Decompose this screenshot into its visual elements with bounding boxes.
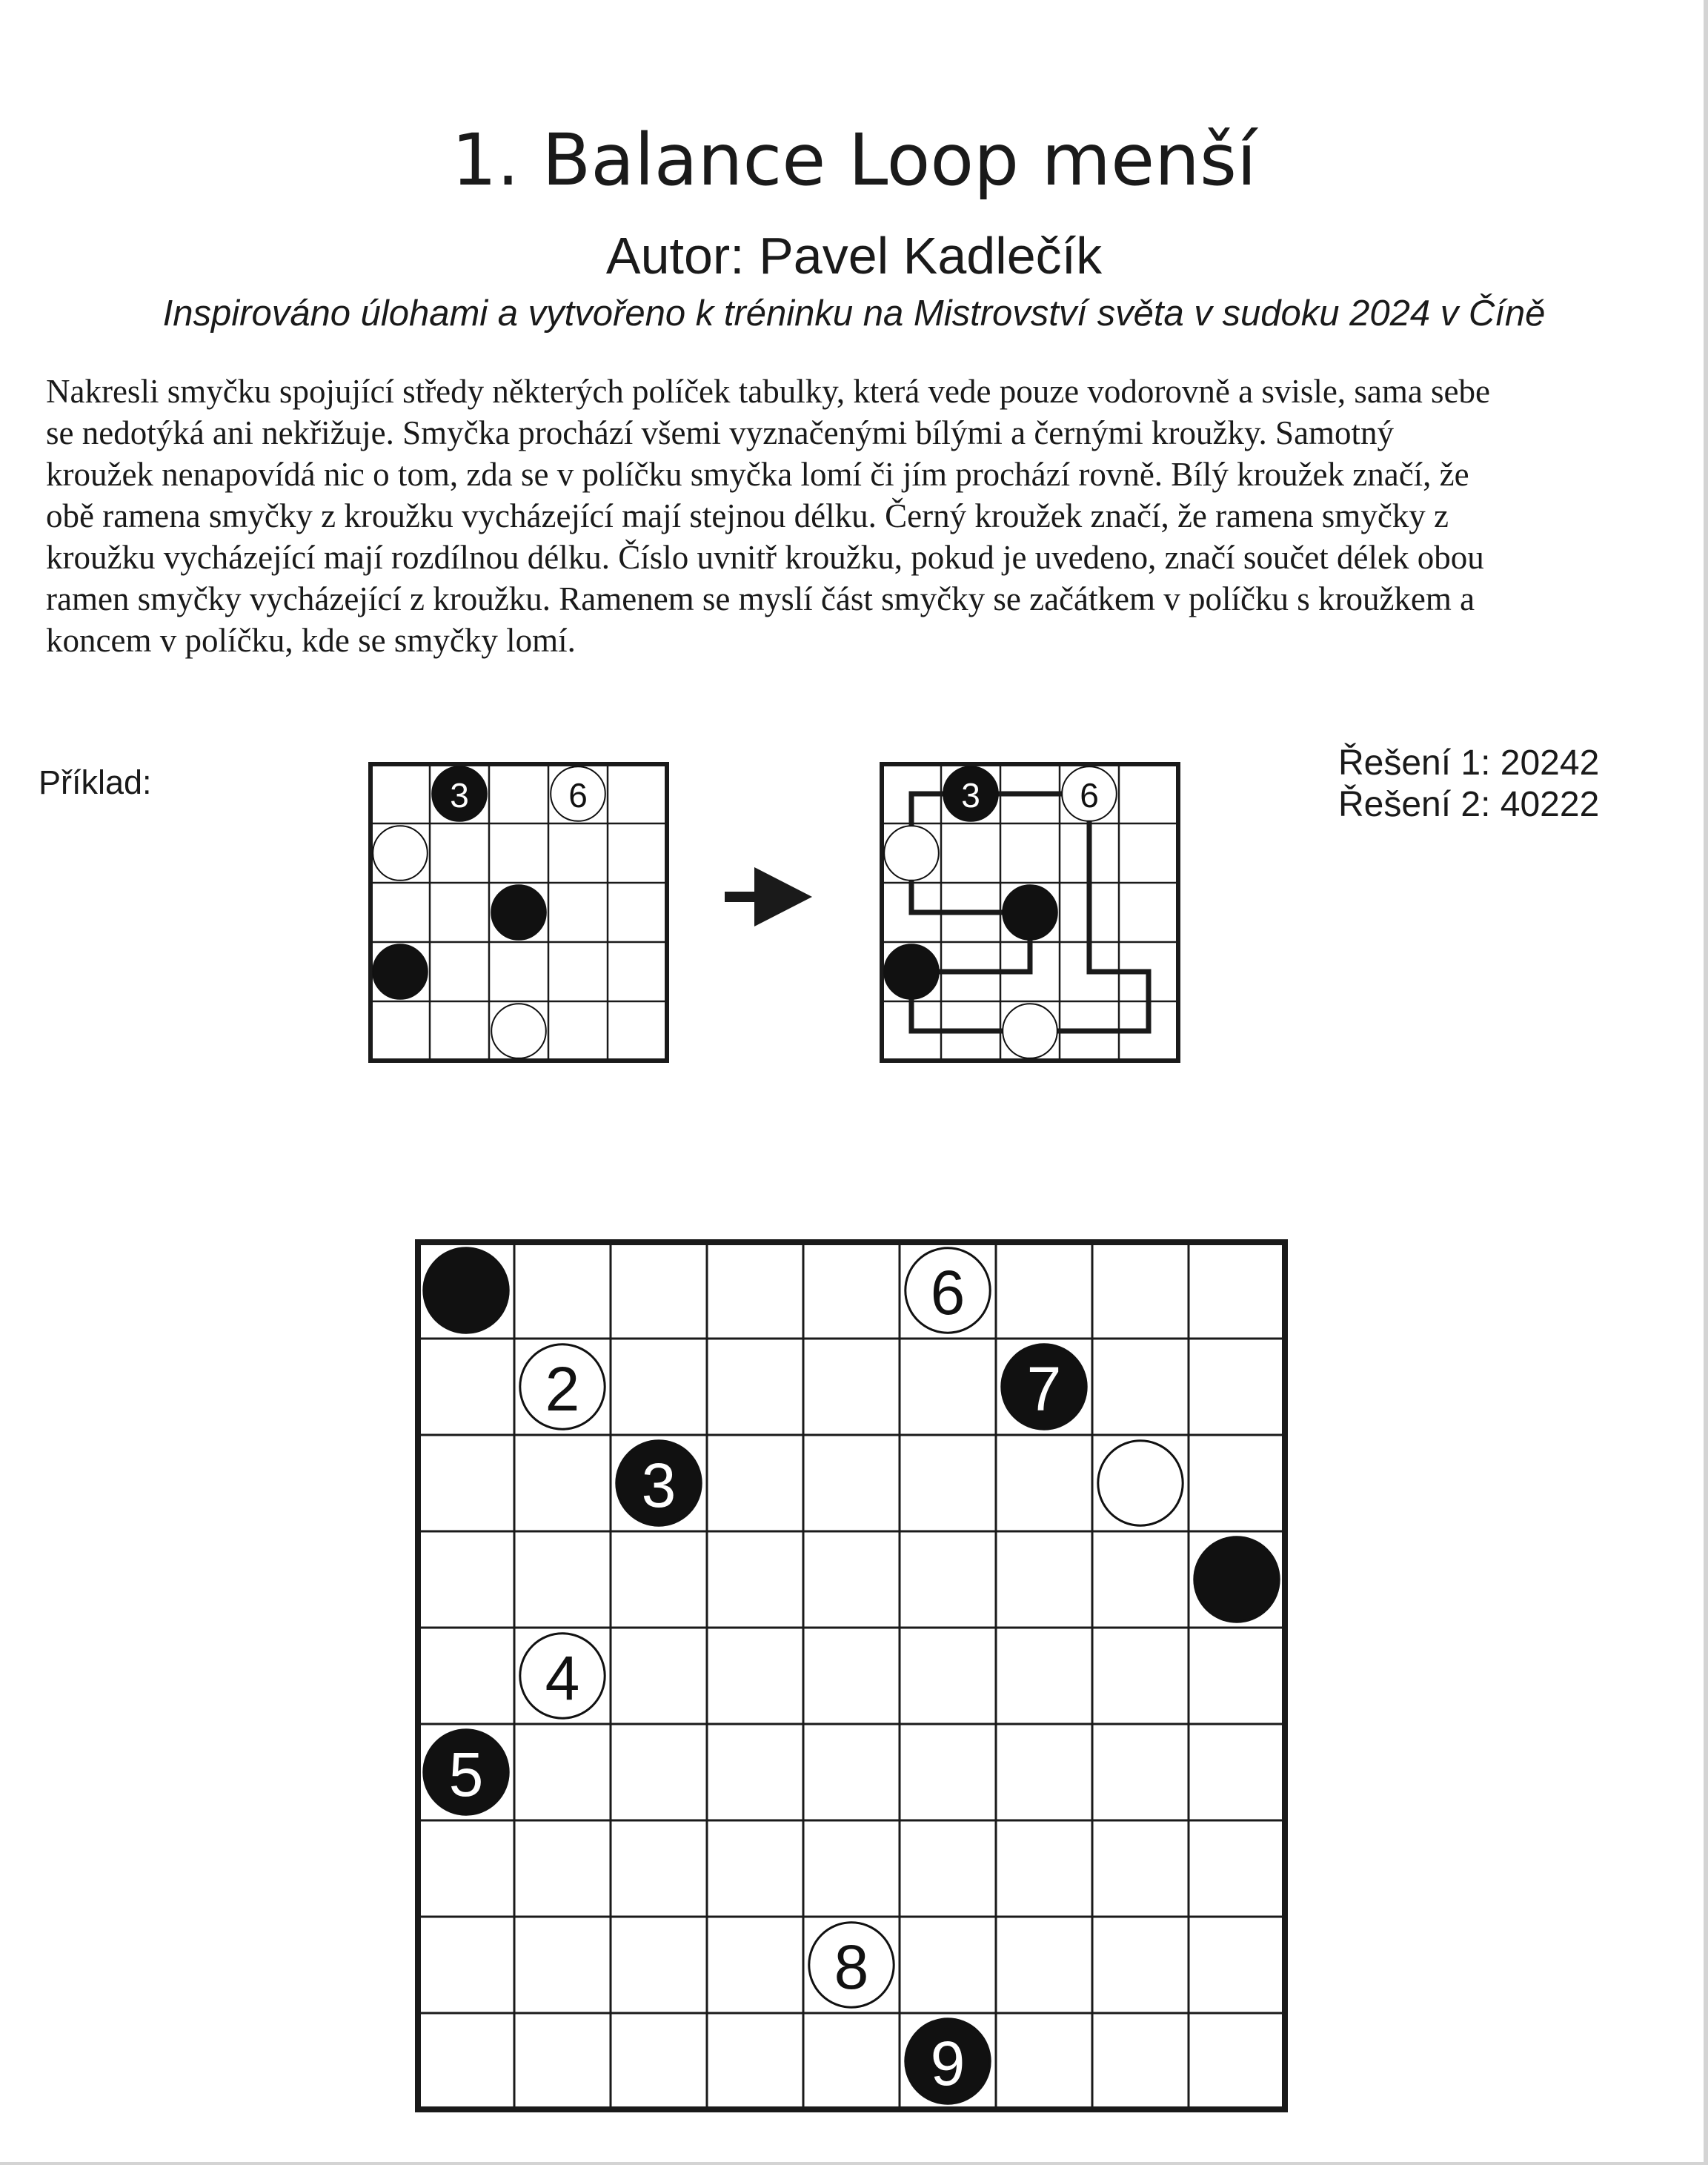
clue-number: 6 xyxy=(1080,776,1099,815)
black-circle-clue xyxy=(432,766,487,821)
rules-line: obě ramena smyčky z kroužku vycházející mají stejnou délku. Černý kroužek značí, že ramena smyčky z xyxy=(46,497,1449,534)
black-circle xyxy=(424,1248,508,1333)
white-circle-clue xyxy=(1098,1441,1183,1525)
rules-line: Nakresli smyčku spojující středy některých políček tabulky, která vede pouze vodorovně a svisle, sama sebe xyxy=(46,373,1490,410)
clue-number: 5 xyxy=(448,1740,484,1809)
white-circle xyxy=(1098,1441,1183,1525)
white-circle-clue xyxy=(551,766,605,821)
black-circle-clue xyxy=(424,1730,508,1814)
rules-text xyxy=(46,371,1669,661)
black-circle-clue xyxy=(373,944,428,999)
clue-number: 3 xyxy=(641,1450,677,1520)
black-circle-clue xyxy=(1002,1345,1086,1429)
white-circle-clue xyxy=(809,1923,894,2007)
white-circle-clue xyxy=(520,1634,605,1718)
white-circle-clue xyxy=(905,1248,990,1333)
white-circle-clue xyxy=(373,826,428,881)
rules-line: kroužku vycházející mají rozdílnou délku. Číslo uvnitř kroužku, pokud je uvedeno, značí součet délek obou xyxy=(46,539,1484,576)
solution-codes xyxy=(1338,743,1599,826)
clue-number: 3 xyxy=(450,776,469,815)
example-puzzle-grid xyxy=(368,762,672,1066)
example-label: Příklad: xyxy=(39,763,152,801)
rules-line: koncem v políčku, kde se smyčky lomí. xyxy=(46,622,576,659)
clue-number: 3 xyxy=(961,776,980,815)
clue-number: 8 xyxy=(834,1932,869,2002)
right-arrow-icon xyxy=(725,867,814,926)
white-circle-clue xyxy=(1062,766,1117,821)
rules-line: ramen smyčky vycházející z kroužku. Ramenem se myslí část smyčky se začátkem v políčku s kroužkem a xyxy=(46,580,1475,617)
white-circle-clue xyxy=(1003,1004,1057,1058)
black-circle-clue xyxy=(1194,1537,1279,1622)
rules-line: se nedotýká ani nekřižuje. Smyčka prochází všemi vyznačenými bílými a černými kroužky. Samotný xyxy=(46,414,1395,451)
black-circle-clue xyxy=(1003,885,1057,940)
black-circle xyxy=(1003,885,1057,940)
author-line: Autor: Pavel Kadlečík xyxy=(605,227,1103,285)
white-circle xyxy=(1003,1004,1057,1058)
black-circle-clue xyxy=(884,944,939,999)
black-circle-clue xyxy=(424,1248,508,1333)
clue-number: 2 xyxy=(545,1354,580,1424)
black-circle-clue xyxy=(491,885,546,940)
solution-code-1: Řešení 1: 20242 xyxy=(1338,743,1600,783)
clue-number: 7 xyxy=(1026,1354,1062,1424)
clue-number: 6 xyxy=(568,776,588,815)
clue-number: 6 xyxy=(930,1258,966,1327)
clue-number: 4 xyxy=(545,1643,580,1713)
black-circle-clue xyxy=(905,2019,990,2103)
page-title: 1. Balance Loop menší xyxy=(451,119,1257,202)
page-edge-bottom xyxy=(0,2162,1708,2165)
white-circle xyxy=(373,826,428,881)
black-circle xyxy=(373,944,428,999)
main-puzzle-grid xyxy=(415,1239,1294,2118)
clue-number: 9 xyxy=(930,2029,966,2098)
white-circle xyxy=(884,826,939,881)
white-circle-clue xyxy=(491,1004,546,1058)
example-solution-grid xyxy=(880,762,1183,1066)
black-circle xyxy=(1194,1537,1279,1622)
black-circle xyxy=(491,885,546,940)
black-circle xyxy=(884,944,939,999)
rules-line: kroužek nenapovídá nic o tom, zda se v políčku smyčka lomí či jím prochází rovně. Bílý kroužek značí, že xyxy=(46,456,1469,493)
solution-code-2: Řešení 2: 40222 xyxy=(1338,785,1600,824)
black-circle-clue xyxy=(617,1441,701,1525)
white-circle xyxy=(491,1004,546,1058)
white-circle-clue xyxy=(520,1345,605,1429)
subtitle: Inspirováno úlohami a vytvořeno k tréninku na Mistrovství světa v sudoku 2024 v Číně xyxy=(162,294,1546,334)
black-circle-clue xyxy=(943,766,998,821)
white-circle-clue xyxy=(884,826,939,881)
